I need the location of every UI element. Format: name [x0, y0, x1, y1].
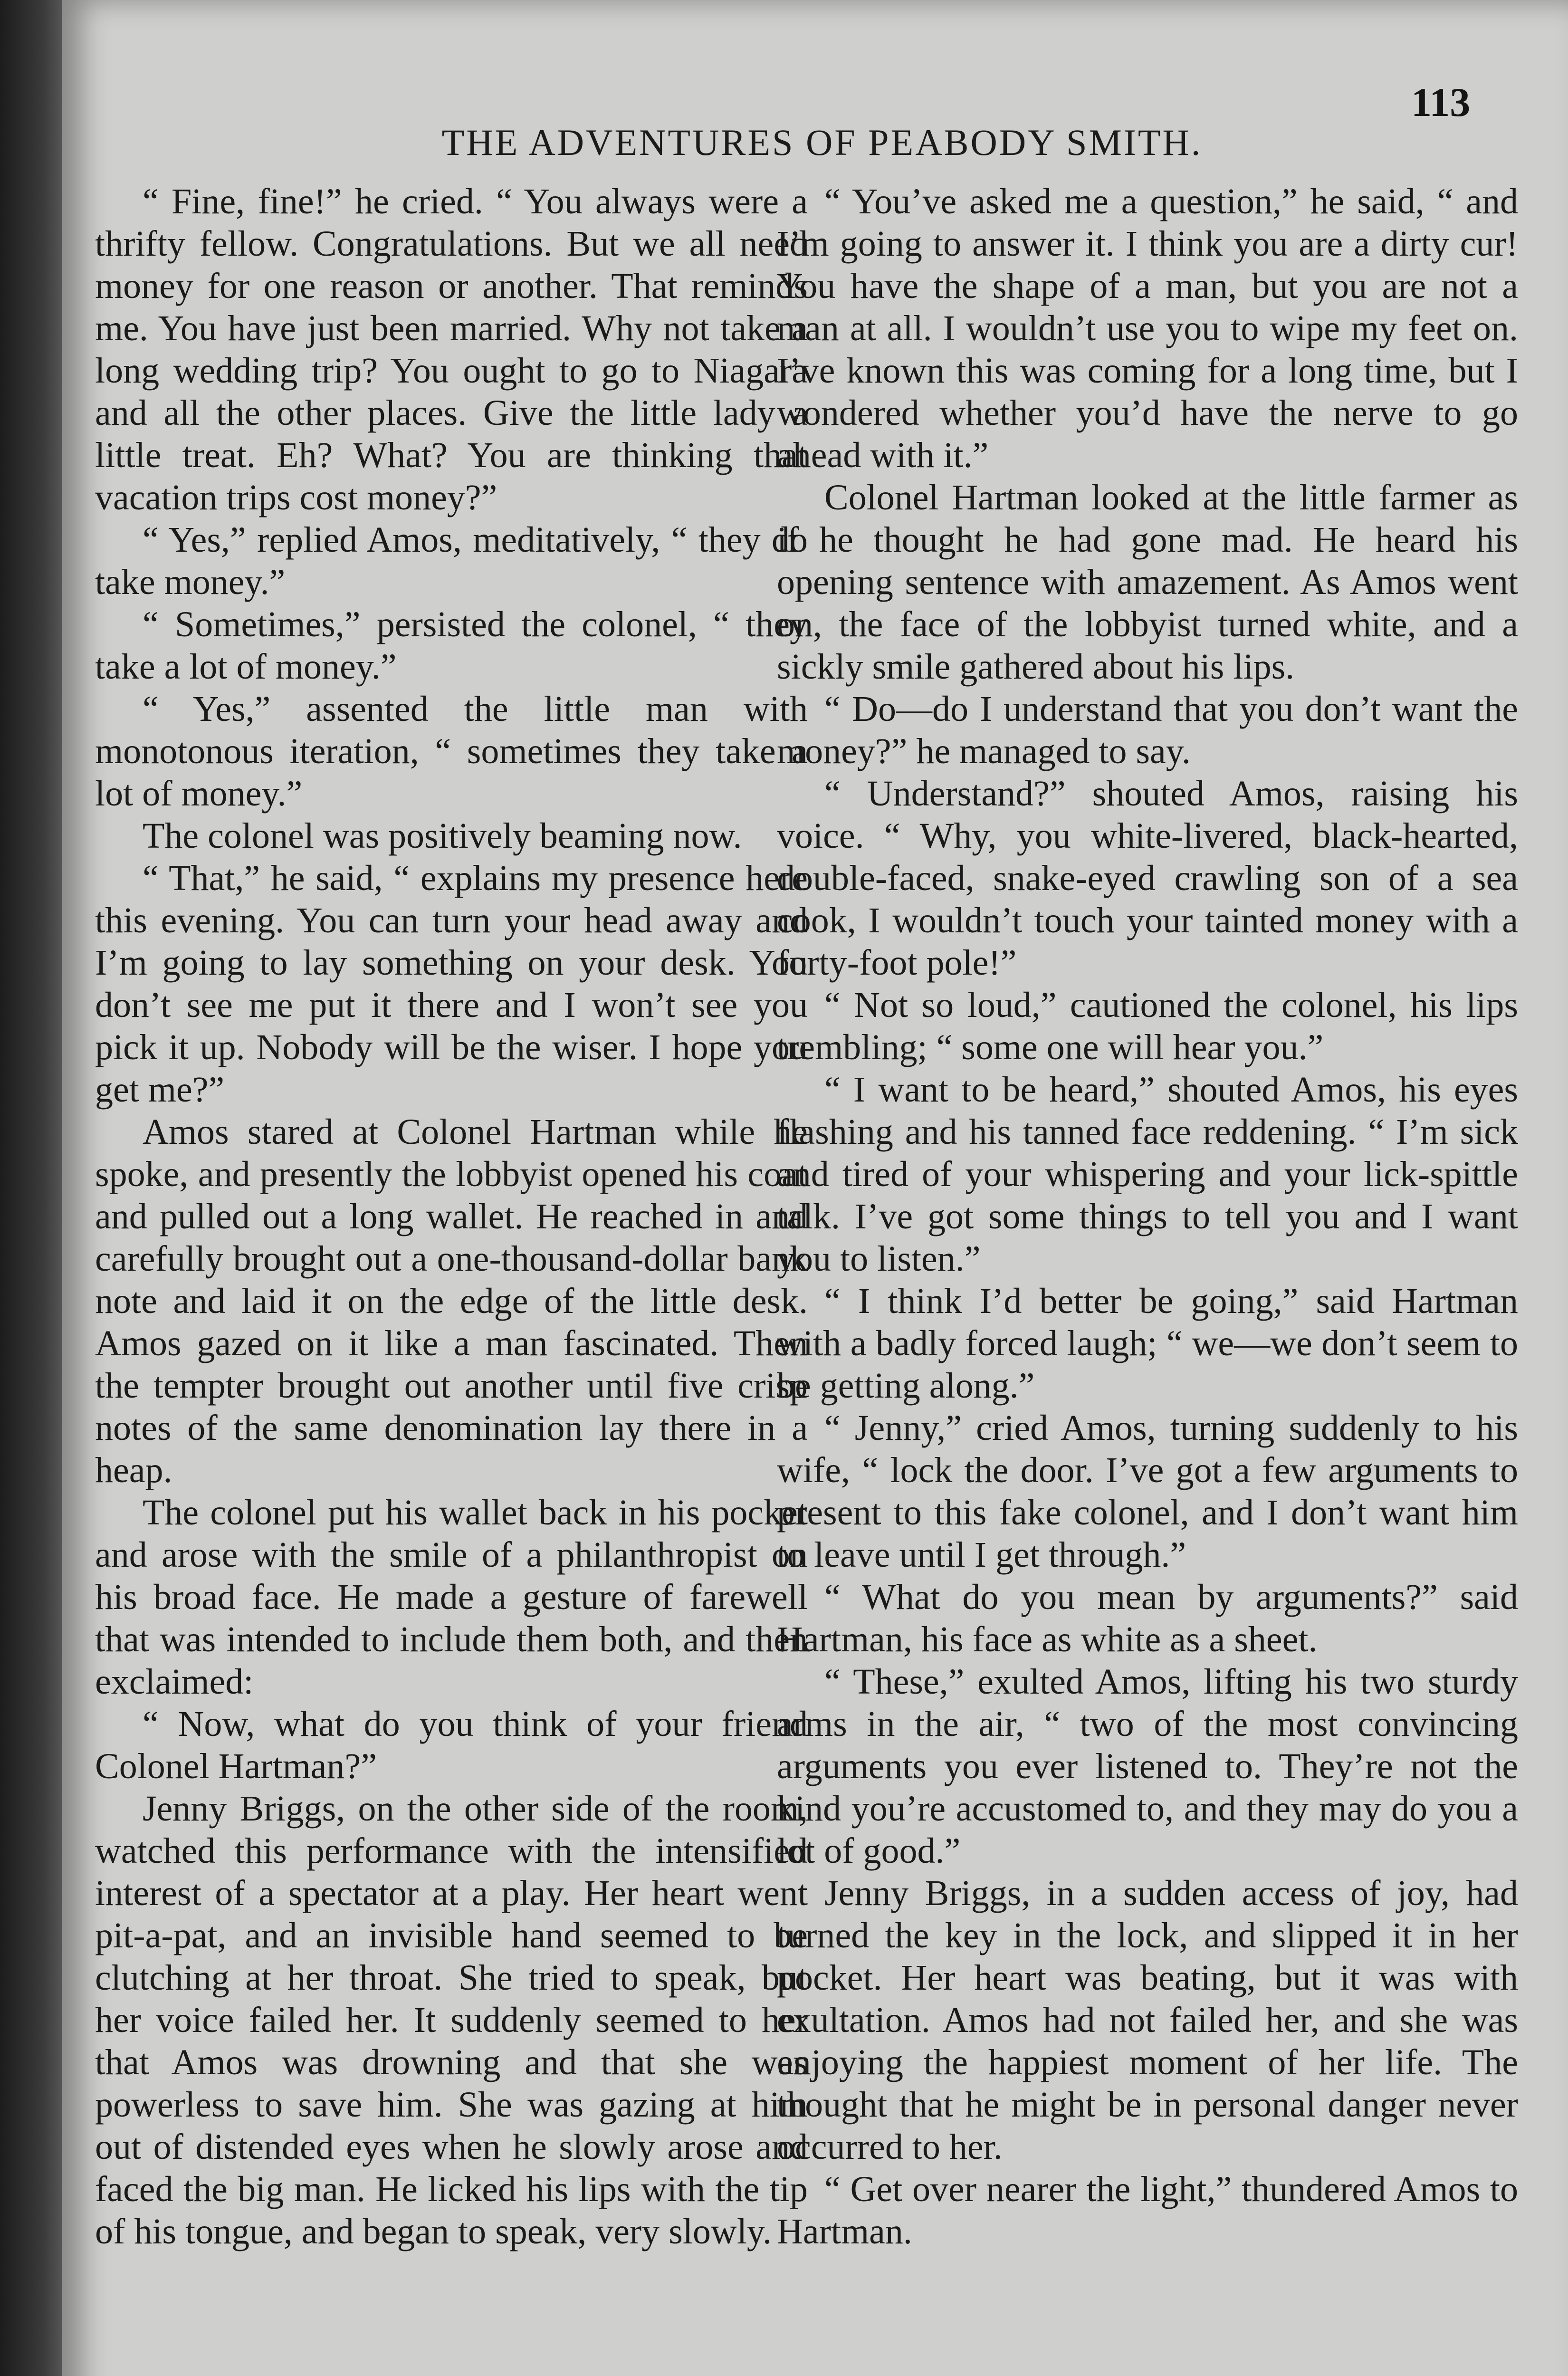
- paragraph: Jenny Briggs, on the other side of the room, watched this performance with the intensified interest of a spectator at a play. Her heart went pit-a-pat, and an invisible hand seemed to be clutching at her throat. She tried to speak, but her voice failed her. It suddenly seemed to her that Amos was drowning and that she was powerless to save him. She was gazing at him out of distended eyes when he slowly arose and faced the big man. He licked his lips with the tip of his tongue, and began to speak, very slowly.: [95, 1789, 808, 2251]
- left-text-column: [95, 181, 808, 2253]
- book-spine-shadow: [0, 0, 62, 2376]
- book-page: [62, 0, 1568, 2376]
- paragraph: “ I want to be heard,” shouted Amos, his eyes flashing and his tanned face reddening. “ I’m sick and tired of your whispering and your lick-spittle talk. I’ve got some things to tell you and I want you to listen.”: [777, 1070, 1518, 1279]
- paragraph: “ What do you mean by arguments?” said Hartman, his face as white as a sheet.: [777, 1577, 1518, 1659]
- paragraph: “ Now, what do you think of your friend Colonel Hartman?”: [95, 1704, 808, 1786]
- paragraph: “ Get over nearer the light,” thundered Amos to Hartman.: [777, 2169, 1518, 2251]
- paragraph: “ Sometimes,” persisted the colonel, “ they take a lot of money.”: [95, 604, 808, 687]
- paragraph: “ You’ve asked me a question,” he said, “ and I’m going to answer it. I think you are a dirty cur! You have the shape of a man, but you are not a man at all. I wouldn’t use you to wipe my feet on. I’ve known this was coming for a long time, but I wondered whether you’d have the nerve to go ahead with it.”: [777, 182, 1518, 475]
- paragraph: “ Understand?” shouted Amos, raising his voice. “ Why, you white-livered, black-hearted, double-faced, snake-eyed crawling son of a sea cook, I wouldn’t touch your tainted money with a forty-foot pole!”: [777, 774, 1518, 983]
- paragraph: The colonel was positively beaming now.: [143, 816, 742, 856]
- paragraph: “ That,” he said, “ explains my presence here this evening. You can turn your head away and I’m going to lay something on your desk. You don’t see me put it there and I won’t see you pick it up. Nobody will be the wiser. I hope you get me?”: [95, 858, 808, 1110]
- right-text-column: [777, 181, 1518, 2253]
- paragraph: Colonel Hartman looked at the little farmer as if he thought he had gone mad. He heard his opening sentence with amazement. As Amos went on, the face of the lobbyist turned white, and a sickly smile gathered about his lips.: [777, 478, 1518, 687]
- paragraph: “ I think I’d better be going,” said Hartman with a badly forced laugh; “ we—we don’t seem to be getting along.”: [777, 1281, 1518, 1406]
- paragraph: “ Yes,” replied Amos, meditatively, “ they do take money.”: [95, 520, 808, 602]
- page-number: 113: [1411, 79, 1471, 125]
- running-header-title: THE ADVENTURES OF PEABODY SMITH.: [441, 122, 1203, 163]
- paragraph: Jenny Briggs, in a sudden access of joy, had turned the key in the lock, and slipped it in her pocket. Her heart was beating, but it was with exultation. Amos had not failed her, and she was enjoying the happiest moment of her life. The thought that he might be in personal danger never occurred to her.: [777, 1873, 1518, 2167]
- paragraph: “ Yes,” assented the little man with monotonous iteration, “ sometimes they take a lot of money.”: [95, 689, 808, 814]
- paragraph: “ Jenny,” cried Amos, turning suddenly to his wife, “ lock the door. I’ve got a few arguments to present to this fake colonel, and I don’t want him to leave until I get through.”: [777, 1408, 1518, 1575]
- paragraph: The colonel put his wallet back in his pocket and arose with the smile of a philanthropist on his broad face. He made a gesture of farewell that was intended to include them both, and then exclaimed:: [95, 1493, 808, 1702]
- paragraph: “ Do—do I understand that you don’t want the money?” he managed to say.: [777, 689, 1518, 771]
- paragraph: “ Fine, fine!” he cried. “ You always were a thrifty fellow. Congratulations. But we all need money for one reason or another. That reminds me. You have just been married. Why not take a long wedding trip? You ought to go to Niagara and all the other places. Give the little lady a little treat. Eh? What? You are thinking that vacation trips cost money?”: [95, 182, 808, 517]
- paragraph: “ These,” exulted Amos, lifting his two sturdy arms in the air, “ two of the most convincing arguments you ever listened to. They’re not the kind you’re accustomed to, and they may do you a lot of good.”: [777, 1662, 1518, 1871]
- paragraph: “ Not so loud,” cautioned the colonel, his lips trembling; “ some one will hear you.”: [777, 985, 1518, 1067]
- paragraph: Amos stared at Colonel Hartman while he spoke, and presently the lobbyist opened his coat and pulled out a long wallet. He reached in and carefully brought out a one-thousand-dollar bank note and laid it on the edge of the little desk. Amos gazed on it like a man fascinated. Then the tempter brought out another until five crisp notes of the same denomination lay there in a heap.: [95, 1112, 808, 1490]
